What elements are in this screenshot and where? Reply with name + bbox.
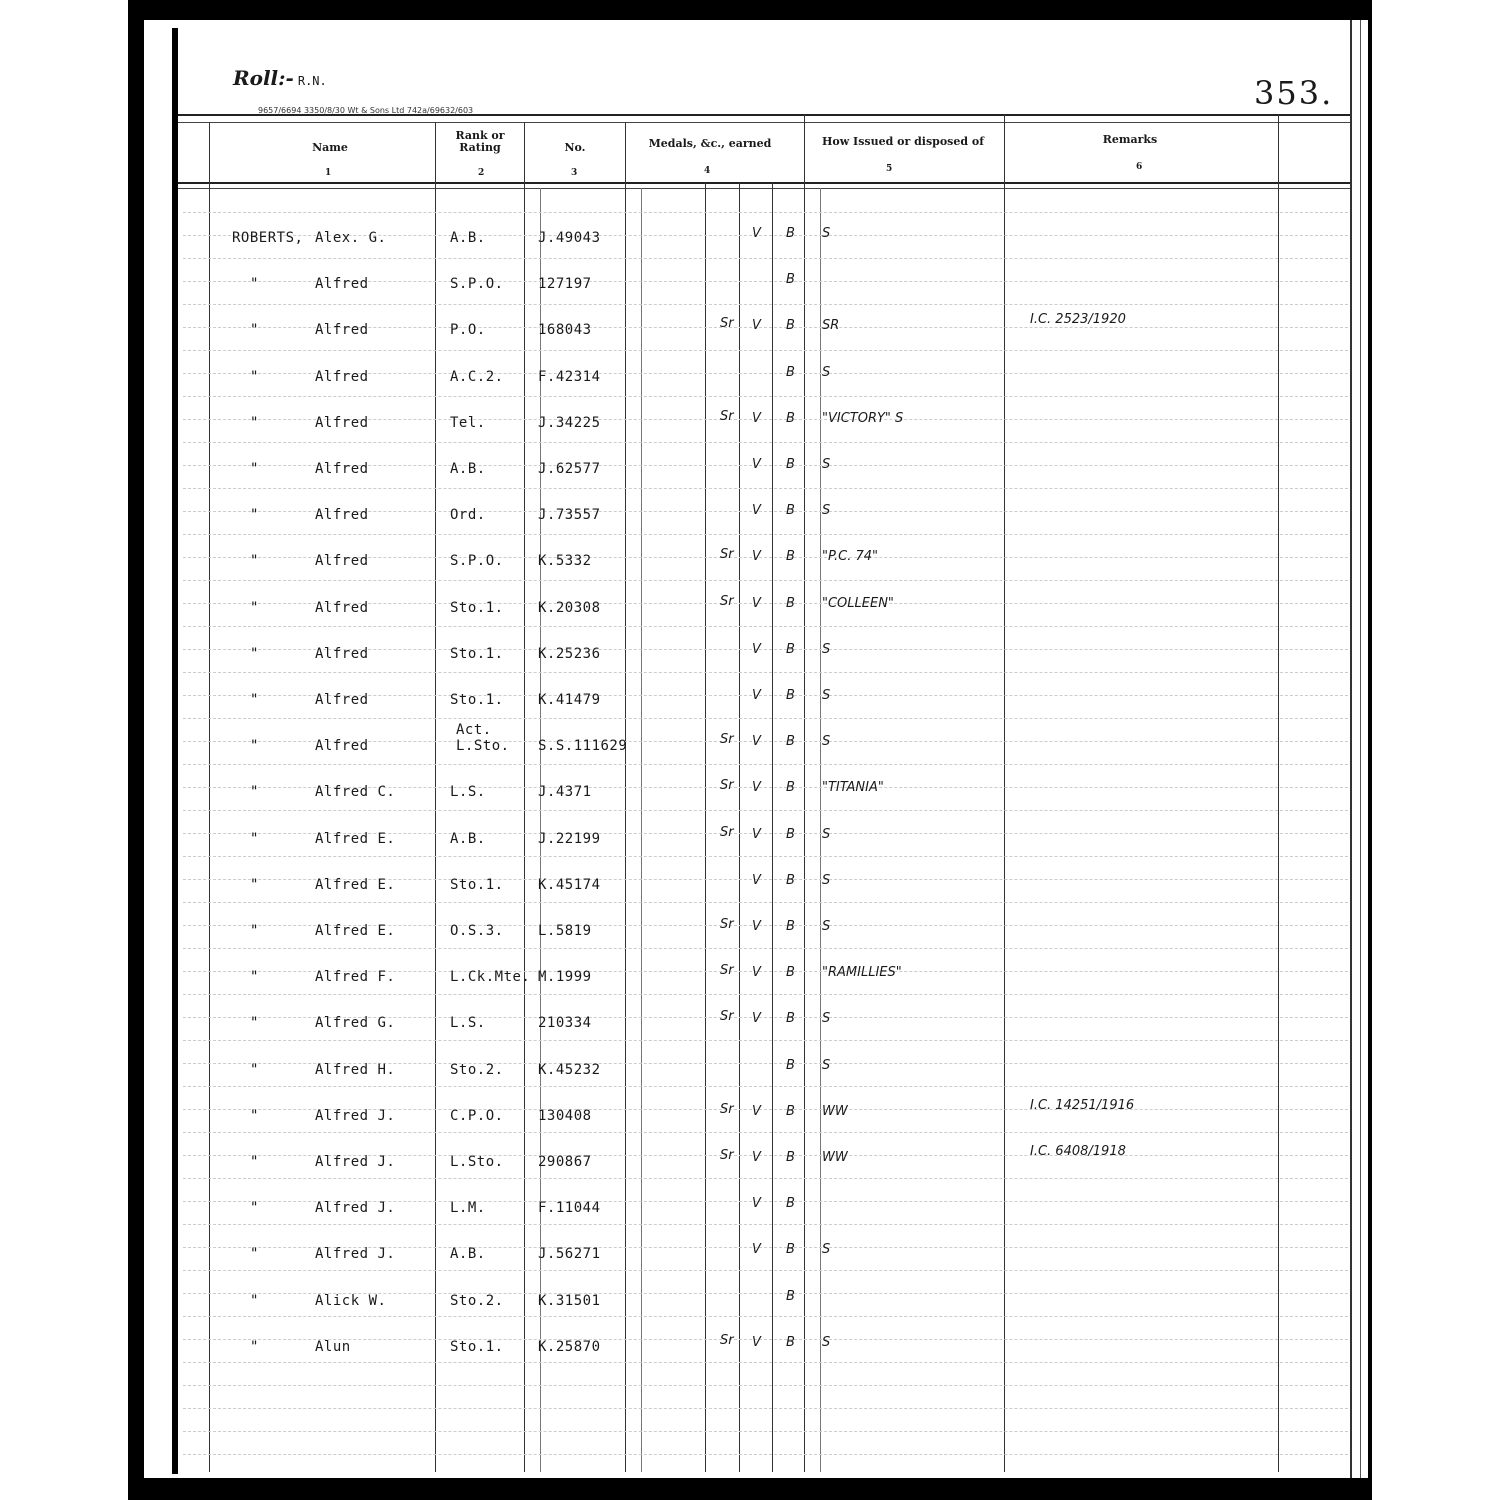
given-name: Alfred (315, 600, 369, 616)
ruled-line (183, 856, 1348, 857)
header-bottom-rule (178, 182, 1350, 184)
medal-british: B (786, 457, 795, 472)
ruled-line (183, 212, 1348, 213)
col-remarks-number: 6 (1136, 162, 1143, 172)
ditto-mark: " (250, 1154, 259, 1170)
medal-british: B (786, 549, 795, 564)
medal-british: B (786, 226, 795, 241)
rank: A.B. (450, 831, 486, 847)
medal-victory: V (752, 780, 761, 795)
ditto-mark: " (250, 646, 259, 662)
col-name-number: 1 (325, 168, 332, 178)
roll-label (233, 66, 327, 90)
issued-note: S (822, 1335, 831, 1350)
service-number: 168043 (538, 322, 592, 338)
page-number: 353. (1254, 74, 1334, 112)
ditto-mark: " (250, 1293, 259, 1309)
ditto-mark: " (250, 784, 259, 800)
medal-british: B (786, 318, 795, 333)
ditto-mark: " (250, 461, 259, 477)
surname: ROBERTS, (232, 230, 304, 246)
rank: Tel. (450, 415, 486, 431)
service-number: K.25870 (538, 1339, 601, 1355)
ditto-mark: " (250, 738, 259, 754)
given-name: Alfred E. (315, 923, 396, 939)
rank: L.S. (450, 1015, 486, 1031)
rank: A.B. (450, 230, 486, 246)
given-name: Alfred J. (315, 1108, 396, 1124)
given-name: Alun (315, 1339, 351, 1355)
medal-victory: V (752, 873, 761, 888)
service-number: 130408 (538, 1108, 592, 1124)
roll-value: R.N. (297, 74, 327, 88)
medal-victory: V (752, 1242, 761, 1257)
given-name: Alex. G. (315, 230, 387, 246)
issued-note: S (822, 1058, 831, 1073)
service-number: L.5819 (538, 923, 592, 939)
binding-strip (144, 28, 174, 1474)
issued-note: S (822, 1242, 831, 1257)
ditto-mark: " (250, 692, 259, 708)
rank: S.P.O. (450, 553, 504, 569)
given-name: Alfred (315, 369, 369, 385)
printer-imprint: 9657/6694 3350/8/30 Wt & Sons Ltd 742a/69632/603 (258, 106, 474, 115)
roll-label-text: Roll:- (233, 66, 294, 90)
ditto-mark: " (250, 507, 259, 523)
given-name: Alfred C. (315, 784, 396, 800)
issued-note: WW (822, 1150, 848, 1165)
medal-british: B (786, 596, 795, 611)
given-name: Alfred F. (315, 969, 396, 985)
ruled-line (183, 396, 1348, 397)
col-rule-medal-b (772, 182, 773, 1472)
given-name: Alfred (315, 322, 369, 338)
scan-border-top (128, 0, 1372, 20)
medal-victory: V (752, 734, 761, 749)
rank: L.M. (450, 1200, 486, 1216)
rank: P.O. (450, 322, 486, 338)
issued-note: S (822, 226, 831, 241)
given-name: Alfred J. (315, 1246, 396, 1262)
medal-victory: V (752, 1104, 761, 1119)
service-number: K.45232 (538, 1062, 601, 1078)
col-remarks-header: Remarks (1102, 133, 1158, 146)
medal-victory: V (752, 226, 761, 241)
ditto-mark: " (250, 1200, 259, 1216)
medal-british: B (786, 1289, 795, 1304)
medal-british: B (786, 919, 795, 934)
ditto-mark: " (250, 322, 259, 338)
medal-star: Sr (720, 1148, 734, 1163)
service-number: K.41479 (538, 692, 601, 708)
rank: L.S. (450, 784, 486, 800)
col-issued-number: 5 (886, 164, 893, 174)
ruled-line (183, 718, 1348, 719)
ruled-line (183, 994, 1348, 995)
given-name: Alfred (315, 276, 369, 292)
ditto-mark: " (250, 831, 259, 847)
ditto-mark: " (250, 1339, 259, 1355)
rank: S.P.O. (450, 276, 504, 292)
ditto-mark: " (250, 1108, 259, 1124)
service-number: 290867 (538, 1154, 592, 1170)
ruled-line (183, 764, 1348, 765)
col-rank-header: Rank or Rating (455, 129, 505, 154)
service-number: J.62577 (538, 461, 601, 477)
rank: Sto.1. (450, 877, 504, 893)
ruled-line (183, 810, 1348, 811)
ruled-line (183, 442, 1348, 443)
service-number: J.22199 (538, 831, 601, 847)
given-name: Alfred (315, 507, 369, 523)
rank: C.P.O. (450, 1108, 504, 1124)
service-number: J.34225 (538, 415, 601, 431)
ruled-line (183, 1086, 1348, 1087)
given-name: Alfred (315, 461, 369, 477)
rank: Act. L.Sto. (456, 722, 510, 754)
service-number: F.42314 (538, 369, 601, 385)
ruled-line (183, 1178, 1348, 1179)
medal-star: Sr (720, 547, 734, 562)
col-medals-number: 4 (704, 166, 711, 176)
service-number: 210334 (538, 1015, 592, 1031)
ruled-line (183, 350, 1348, 351)
medal-star: Sr (720, 825, 734, 840)
service-number: J.4371 (538, 784, 592, 800)
medal-star: Sr (720, 409, 734, 424)
issued-note: S (822, 642, 831, 657)
medal-victory: V (752, 688, 761, 703)
col-rule-issued (1004, 114, 1005, 1472)
medal-star: Sr (720, 594, 734, 609)
medal-british: B (786, 780, 795, 795)
service-number: J.73557 (538, 507, 601, 523)
given-name: Alfred E. (315, 877, 396, 893)
col-medals-header: Medals, &c., earned (648, 137, 772, 150)
medal-british: B (786, 272, 795, 287)
rank: Sto.2. (450, 1062, 504, 1078)
given-name: Alfred (315, 646, 369, 662)
ditto-mark: " (250, 969, 259, 985)
col-rule-medals (804, 114, 805, 1472)
service-number: S.S.111629 (538, 738, 628, 754)
rank: Sto.1. (450, 692, 504, 708)
header-top-rule (178, 114, 1350, 116)
issued-note: "COLLEEN" (822, 596, 894, 611)
service-number: K.20308 (538, 600, 601, 616)
ditto-mark: " (250, 923, 259, 939)
col-issued-header: How Issued or disposed of (822, 135, 984, 148)
issued-note: S (822, 1011, 831, 1026)
given-name: Alfred J. (315, 1200, 396, 1216)
medal-star: Sr (720, 917, 734, 932)
ruled-line (183, 1408, 1348, 1409)
rank: Ord. (450, 507, 486, 523)
ruled-line (183, 304, 1348, 305)
ruled-line (183, 1270, 1348, 1271)
given-name: Alfred H. (315, 1062, 396, 1078)
given-name: Alfred G. (315, 1015, 396, 1031)
medal-star: Sr (720, 1102, 734, 1117)
ruled-line (183, 1132, 1348, 1133)
issued-note: "RAMILLIES" (822, 965, 902, 980)
ruled-line (183, 488, 1348, 489)
service-number: K.5332 (538, 553, 592, 569)
medal-british: B (786, 411, 795, 426)
service-number: K.31501 (538, 1293, 601, 1309)
remarks-note: I.C. 2523/1920 (1030, 312, 1126, 327)
issued-note: S (822, 873, 831, 888)
page-edge-2 (1360, 20, 1361, 1478)
ruled-line (183, 902, 1348, 903)
issued-note: "VICTORY" S (822, 411, 904, 426)
medal-star: Sr (720, 778, 734, 793)
rank: O.S.3. (450, 923, 504, 939)
medal-star: Sr (720, 1333, 734, 1348)
ditto-mark: " (250, 600, 259, 616)
col-no-number: 3 (571, 168, 578, 178)
service-number: K.45174 (538, 877, 601, 893)
medal-star: Sr (720, 732, 734, 747)
page-edge (1350, 20, 1352, 1478)
medal-victory: V (752, 1011, 761, 1026)
issued-note: S (822, 365, 831, 380)
ruled-line (183, 1431, 1348, 1432)
medal-british: B (786, 1011, 795, 1026)
ditto-mark: " (250, 415, 259, 431)
ditto-mark: " (250, 276, 259, 292)
issued-note: WW (822, 1104, 848, 1119)
medal-star: Sr (720, 963, 734, 978)
service-number: 127197 (538, 276, 592, 292)
ruled-line (183, 1362, 1348, 1363)
medal-victory: V (752, 965, 761, 980)
ditto-mark: " (250, 369, 259, 385)
col-rule-issued-inner (820, 188, 821, 1472)
rank: A.B. (450, 1246, 486, 1262)
service-number: F.11044 (538, 1200, 601, 1216)
col-rule-medal-star (705, 182, 706, 1472)
ditto-mark: " (250, 877, 259, 893)
given-name: Alfred J. (315, 1154, 396, 1170)
medal-victory: V (752, 1196, 761, 1211)
scan-border-bottom (128, 1478, 1372, 1500)
rank: Sto.2. (450, 1293, 504, 1309)
ditto-mark: " (250, 1015, 259, 1031)
medal-british: B (786, 873, 795, 888)
ruled-line (183, 1040, 1348, 1041)
scan-border-right (1368, 0, 1372, 1500)
ditto-mark: " (250, 553, 259, 569)
medal-british: B (786, 1196, 795, 1211)
medal-british: B (786, 1058, 795, 1073)
issued-note: "TITANIA" (822, 780, 884, 795)
medal-british: B (786, 734, 795, 749)
medal-victory: V (752, 318, 761, 333)
medal-british: B (786, 1104, 795, 1119)
medal-british: B (786, 365, 795, 380)
issued-note: "P.C. 74" (822, 549, 879, 564)
medal-british: B (786, 642, 795, 657)
medal-victory: V (752, 919, 761, 934)
ditto-mark: " (250, 1246, 259, 1262)
remarks-note: I.C. 6408/1918 (1030, 1144, 1126, 1159)
medal-star: Sr (720, 316, 734, 331)
service-number: K.25236 (538, 646, 601, 662)
medal-star: Sr (720, 1009, 734, 1024)
ruled-line (183, 258, 1348, 259)
given-name: Alick W. (315, 1293, 387, 1309)
medal-victory: V (752, 827, 761, 842)
ruled-line (183, 626, 1348, 627)
medal-british: B (786, 827, 795, 842)
medal-british: B (786, 965, 795, 980)
scan-border-left (128, 0, 144, 1500)
service-number: M.1999 (538, 969, 592, 985)
medal-victory: V (752, 642, 761, 657)
medal-victory: V (752, 1335, 761, 1350)
issued-note: S (822, 919, 831, 934)
rank: L.Sto. (450, 1154, 504, 1170)
medal-victory: V (752, 411, 761, 426)
remarks-note: I.C. 14251/1916 (1030, 1098, 1135, 1113)
medal-british: B (786, 503, 795, 518)
rank: Sto.1. (450, 646, 504, 662)
rank: A.C.2. (450, 369, 504, 385)
given-name: Alfred (315, 738, 369, 754)
ruled-line (183, 672, 1348, 673)
ruled-line (183, 1385, 1348, 1386)
issued-note: S (822, 734, 831, 749)
rank: Sto.1. (450, 1339, 504, 1355)
medal-victory: V (752, 1150, 761, 1165)
col-rule-remarks (1278, 114, 1279, 1472)
issued-note: S (822, 457, 831, 472)
ruled-line (183, 1316, 1348, 1317)
given-name: Alfred E. (315, 831, 396, 847)
header-top-rule-2 (178, 122, 1350, 123)
ruled-line (183, 534, 1348, 535)
given-name: Alfred (315, 415, 369, 431)
issued-note: S (822, 688, 831, 703)
given-name: Alfred (315, 692, 369, 708)
medal-victory: V (752, 596, 761, 611)
col-no-header: No. (564, 141, 586, 154)
ruled-line (183, 1339, 1348, 1340)
col-rule-medal-v (739, 182, 740, 1472)
col-rank-number: 2 (478, 168, 485, 178)
ditto-mark: " (250, 1062, 259, 1078)
ruled-line (183, 580, 1348, 581)
rank: A.B. (450, 461, 486, 477)
header-bottom-rule-2 (178, 188, 1350, 189)
issued-note: SR (822, 318, 840, 333)
col-name-header: Name (312, 141, 348, 154)
ruled-line (183, 1454, 1348, 1455)
issued-note: S (822, 827, 831, 842)
medal-british: B (786, 1150, 795, 1165)
service-number: J.49043 (538, 230, 601, 246)
service-number: J.56271 (538, 1246, 601, 1262)
medal-victory: V (752, 549, 761, 564)
issued-note: S (822, 503, 831, 518)
medal-british: B (786, 1335, 795, 1350)
medal-british: B (786, 688, 795, 703)
given-name: Alfred (315, 553, 369, 569)
ruled-line (183, 1224, 1348, 1225)
ruled-line (183, 948, 1348, 949)
rank: L.Ck.Mte. (450, 969, 531, 985)
medal-british: B (786, 1242, 795, 1257)
medal-victory: V (752, 457, 761, 472)
medal-victory: V (752, 503, 761, 518)
rank: Sto.1. (450, 600, 504, 616)
col-rule-medals-inner (641, 188, 642, 1472)
